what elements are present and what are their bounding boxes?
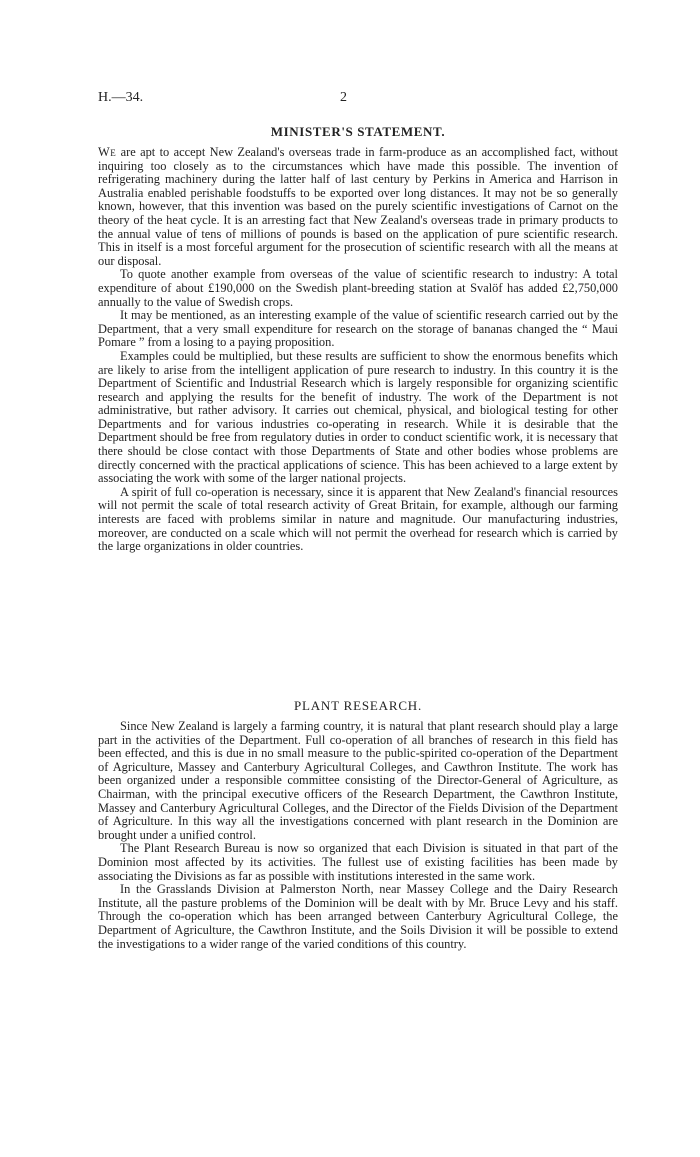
- paragraph-text: are apt to accept New Zealand's overseas trade in farm-produce as an accomplished fact, without inquiring too closely as to the circumstances which have made this possible. The invention of refrigerating machinery during the latter half of last century by Perkins in America and Harrison in Australia enabled perishable foodstuffs to be exported over long distances. It may not be so generally known, however, that this invention was based on the purely scientific investigations of Carnot on the theory of the heat cycle. It is an arresting fact that New Zealand's overseas trade in primary products to the annual value of tens of millions of pounds is based on the application of pure scientific research. This in itself is a most forceful argument for the prosecution of scientific research with all the means at our disposal.: [98, 145, 618, 268]
- paragraph: [98, 146, 618, 268]
- paragraph: The Plant Research Bureau is now so organized that each Division is situated in that part of the Dominion most affected by its activities. The fullest use of existing facilities has been made by associating the Divisions as far as possible with institutions interested in the same work.: [98, 841, 618, 883]
- section-body-ministers-statement: [98, 146, 618, 554]
- opening-word: We: [98, 145, 117, 159]
- section-title-ministers-statement: MINISTER'S STATEMENT.: [270, 124, 446, 139]
- paragraph: It may be mentioned, as an interesting example of the value of scientific research carried out by the Department, that a very small expenditure for research on the storage of bananas changed the “ Maui Pomare ” from a losing to a paying proposition.: [98, 308, 618, 350]
- paragraph: In the Grasslands Division at Palmerston North, near Massey College and the Dairy Research Institute, all the pasture problems of the Dominion will be dealt with by Mr. Bruce Levy and his staff. Through the co-operation which has been arranged between Canterbury Agricultural College, the Department of Agriculture, the Cawthron Institute, and the Soils Division it will be possible to extend the investigations to a wider range of the varied conditions of this country.: [98, 882, 618, 951]
- document-reference: H.—34.: [98, 90, 144, 105]
- section-title-plant-research: PLANT RESEARCH.: [293, 698, 423, 713]
- paragraph: Examples could be multiplied, but these results are sufficient to show the enormous benefits which are likely to arise from the intelligent application of pure research to industry. In this country it is the Department of Scientific and Industrial Research which is largely responsible for organizing scientific research and applying the results for the benefit of industry. The work of the Department is not administrative, but rather advisory. It carries out chemical, physical, and biological testing for other Departments and for various industries co-operating in research. While it is desirable that the Department should be free from regulatory duties in order to conduct scientific work, it is necessary that there should be close contact with those Departments of State and other bodies whose problems are directly concerned with the practical applications of science. This has been achieved to a large extent by associating the work with some of the larger national projects.: [98, 348, 618, 486]
- section-body-plant-research: [98, 720, 618, 951]
- page-number: 2: [340, 90, 347, 105]
- paragraph: A spirit of full co-operation is necessary, since it is apparent that New Zealand's financial resources will not permit the scale of total research activity of Great Britain, for example, although our farming interests are faced with problems similar in nature and magnitude. Our manufacturing industries, moreover, are conducted on a scale which will not permit the overhead for research which is carried by the large organizations in older countries.: [98, 484, 618, 554]
- paragraph: To quote another example from overseas of the value of scientific research to industry: A total expenditure of about £190,000 on the Swedish plant-breeding station at Svalöf has added £2,750,000 annually to the value of Swedish crops.: [98, 267, 618, 309]
- paragraph: Since New Zealand is largely a farming country, it is natural that plant research should play a large part in the activities of the Department. Full co-operation of all branches of research in this field has been effected, and this is due in no small measure to the public-spirited co-operation of the Department of Agriculture, Massey and Canterbury Agricultural Colleges, and Cawthron Institute. The work has been organized under a responsible committee consisting of the Director-General of Agriculture, as Chairman, with the principal executive officers of the Research Department, the Cawthron Institute, Massey and Canterbury Agricultural Colleges, and the Director of the Fields Division of the Department of Agriculture. In this way all the investigations concerned with plant research in the Dominion are brought under a unified control.: [98, 719, 618, 842]
- running-head: [98, 90, 618, 110]
